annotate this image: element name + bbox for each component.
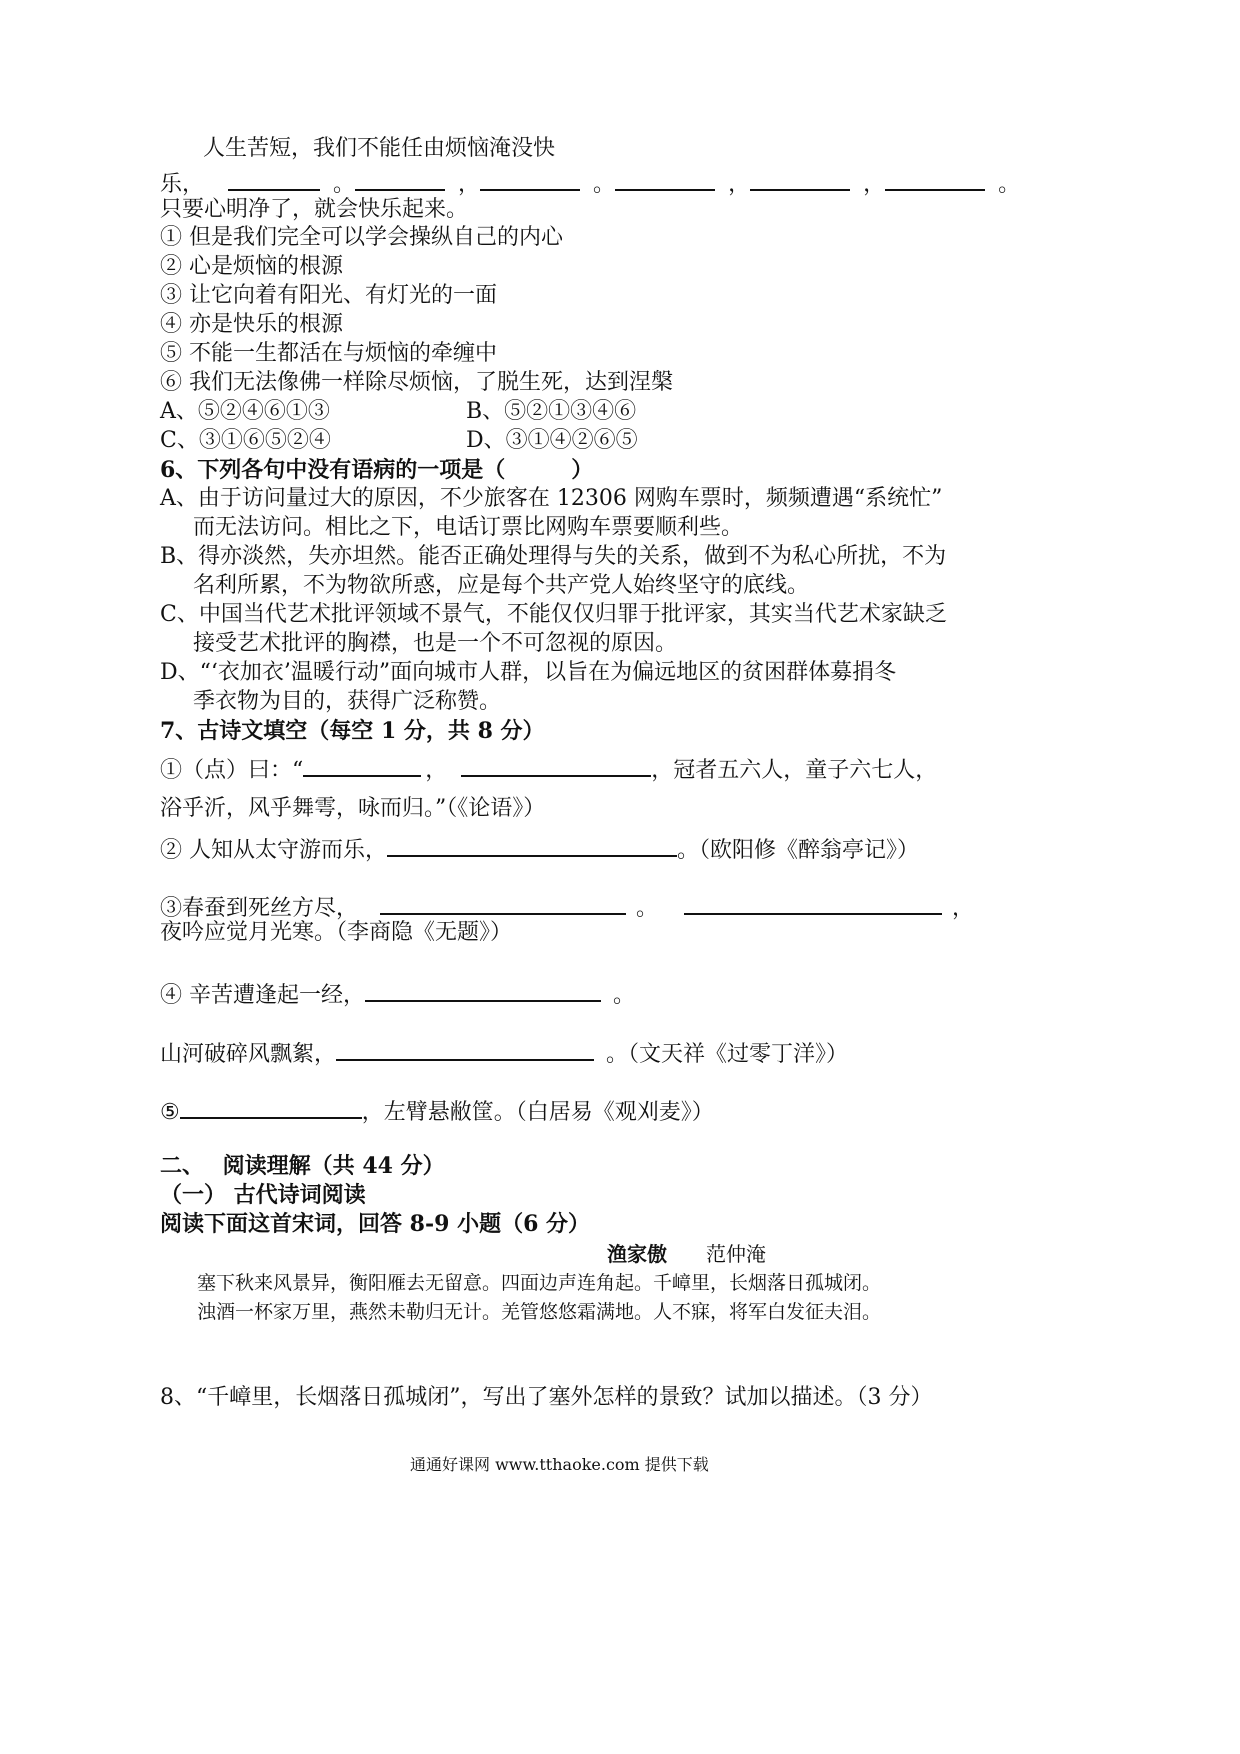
q7-punct: 。 [613, 983, 636, 1008]
blank-7[interactable] [303, 751, 421, 777]
blank-8[interactable] [461, 751, 651, 777]
poem-title: 渔家傲 [607, 1242, 667, 1266]
q5-intro: 人生苦短，我们不能任由烦恼淹没快 [203, 136, 556, 161]
section2-subheading: （一） 古代诗词阅读 [160, 1182, 366, 1208]
q5-punct: ， [458, 172, 481, 197]
q8-text: 8、“千嶂里，长烟落日孤城闭”，写出了塞外怎样的景致？试加以描述。（3 分） [160, 1385, 933, 1410]
q7-title: 7、古诗文填空（每空 1 分，共 8 分） [160, 718, 545, 744]
q7-item-2 [160, 831, 919, 866]
q6-option-c-line2: 接受艺术批评的胸襟，也是一个不可忽视的原因。 [193, 631, 678, 656]
q7-item4-start: ④ 辛苦遭逢起一经， [160, 983, 365, 1008]
blank-13[interactable] [336, 1035, 594, 1061]
q7-item-4 [160, 976, 635, 1011]
q6-option-d-line2: 季衣物为目的，获得广泛称赞。 [193, 689, 502, 714]
q7-item2-end: 。（欧阳修《醉翁亭记》） [677, 838, 920, 863]
blank-5[interactable] [750, 165, 850, 191]
q6-title: 6、下列各句中没有语病的一项是（ ） [160, 457, 594, 483]
q5-choice-c[interactable]: C、③①⑥⑤②④ [160, 428, 331, 453]
q7-punct: ， [425, 758, 448, 783]
q5-option-2: ② 心是烦恼的根源 [160, 254, 343, 279]
q5-choice-a[interactable]: A、⑤②④⑥①③ [160, 399, 330, 424]
q6-option-c-line1[interactable]: C、中国当代艺术批评领域不景气，不能仅仅归罪于批评家，其实当代艺术家缺乏 [160, 602, 947, 627]
q7-item5-start: ⑤ [160, 1100, 180, 1125]
q6-option-a-line2: 而无法访问。相比之下，电话订票比网购车票要顺利些。 [193, 515, 744, 540]
q7-item1-end: ，冠者五六人，童子六七人， [651, 758, 938, 783]
q5-option-5: ⑤ 不能一生都活在与烦恼的牵缠中 [160, 341, 497, 366]
q7-item-4-cont [160, 1035, 848, 1070]
q5-punct: ， [728, 172, 751, 197]
page-footer: 通通好课网 www.tthaoke.com 提供下载 [410, 1455, 709, 1474]
q5-line3: 只要心明净了，就会快乐起来。 [160, 197, 469, 222]
blank-1[interactable] [228, 165, 320, 191]
q7-item-1-cont: 浴乎沂，风乎舞雩，咏而归。”（《论语》） [160, 796, 546, 821]
section2-instruction: 阅读下面这首宋词，回答 8-9 小题（6 分） [160, 1211, 591, 1237]
blank-2[interactable] [355, 165, 445, 191]
q5-punct: 。 [593, 172, 616, 197]
poem-author: 范仲淹 [706, 1242, 766, 1266]
q7-item-3-cont: 夜吟应觉月光寒。（李商隐《无题》） [160, 920, 513, 945]
q5-choice-b[interactable]: B、⑤②①③④⑥ [466, 399, 637, 424]
q5-punct: ， [863, 172, 886, 197]
q7-item-1 [160, 751, 937, 786]
q5-option-6: ⑥ 我们无法像佛一样除尽烦恼，了脱生死，达到涅槃 [160, 370, 673, 395]
blank-10[interactable] [380, 889, 626, 915]
q7-item3-start: ③春蚕到死丝方尽， [160, 896, 359, 921]
q7-item4b-start: 山河破碎风飘絮， [160, 1042, 337, 1067]
q5-punct: 。 [333, 172, 356, 197]
q7-item4b-end: 。（文天祥《过零丁洋》） [606, 1042, 849, 1067]
blank-9[interactable] [387, 831, 677, 857]
q7-item-5 [160, 1093, 714, 1128]
q5-punct: 。 [998, 172, 1021, 197]
q6-option-b-line2: 名利所累，不为物欲所惑，应是每个共产党人始终坚守的底线。 [193, 573, 810, 598]
blank-4[interactable] [615, 165, 715, 191]
section2-heading: 二、 阅读理解（共 44 分） [160, 1153, 445, 1179]
poem-line-2: 浊酒一杯家万里，燕然未勒归无计。羌管悠悠霜满地。人不寐，将军白发征夫泪。 [197, 1301, 882, 1323]
q7-item2-start: ② 人知从太守游而乐， [160, 838, 387, 863]
q6-option-b-line1[interactable]: B、得亦淡然，失亦坦然。能否正确处理得与失的关系，做到不为私心所扰，不为 [160, 544, 947, 569]
blank-12[interactable] [365, 976, 601, 1002]
q7-item5-end: ，左臂悬敝筐。（白居易《观刈麦》） [361, 1100, 714, 1125]
q7-item1-start: ①（点）曰：“ [160, 758, 304, 783]
blank-14[interactable] [180, 1093, 362, 1119]
q5-option-1: ① 但是我们完全可以学会操纵自己的内心 [160, 225, 563, 250]
q5-option-3: ③ 让它向着有阳光、有灯光的一面 [160, 283, 497, 308]
blank-6[interactable] [885, 165, 985, 191]
q5-option-4: ④ 亦是快乐的根源 [160, 312, 343, 337]
q7-punct: 。 [636, 896, 659, 921]
blank-11[interactable] [684, 889, 942, 915]
poem-line-1: 塞下秋来风景异，衡阳雁去无留意。四面边声连角起。千嶂里，长烟落日孤城闭。 [197, 1272, 882, 1294]
q5-choice-d[interactable]: D、③①④②⑥⑤ [466, 428, 638, 453]
q6-option-d-line1[interactable]: D、“‘衣加衣’温暖行动”面向城市人群，以旨在为偏远地区的贫困群体募捐冬 [160, 660, 897, 685]
q5-line2-start: 乐， [160, 172, 205, 197]
blank-3[interactable] [480, 165, 580, 191]
q6-option-a-line1[interactable]: A、由于访问量过大的原因，不少旅客在 12306 网购车票时，频频遭遇“系统忙” [160, 486, 943, 511]
q7-punct: ， [952, 896, 975, 921]
